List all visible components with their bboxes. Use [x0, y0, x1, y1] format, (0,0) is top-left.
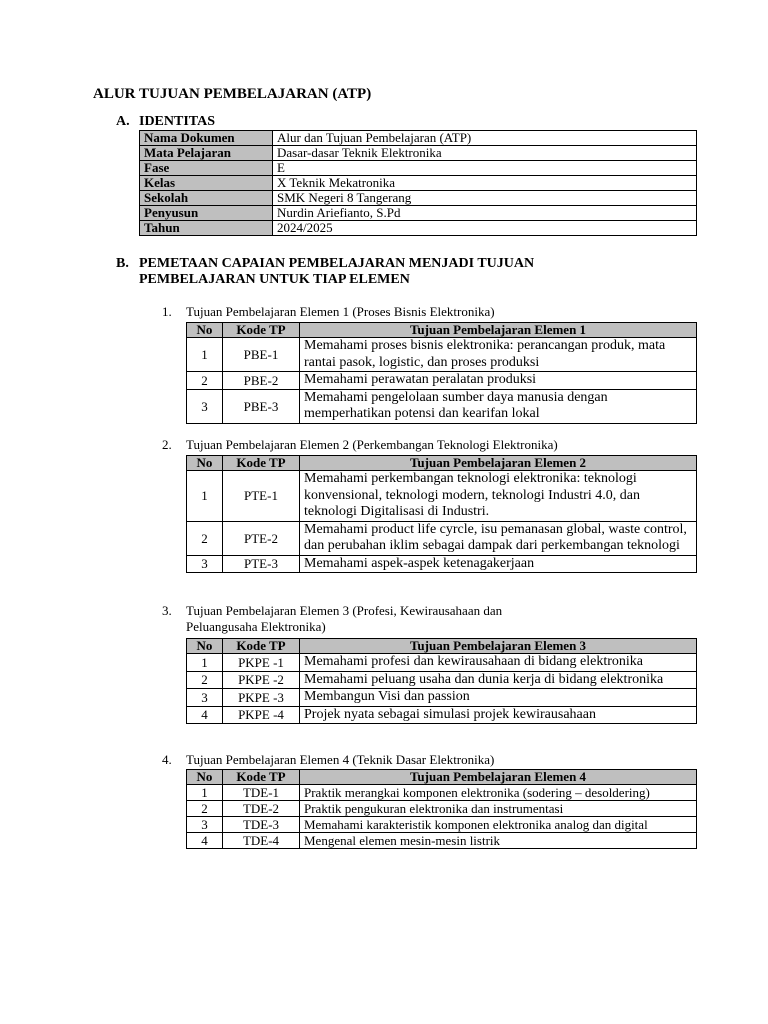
identity-value: E	[273, 161, 697, 176]
table-row	[187, 338, 697, 372]
row-description: Praktik pengukuran elektronika dan instrumentasi	[300, 801, 697, 817]
table-row	[187, 801, 697, 817]
tp-table	[186, 455, 697, 573]
tp-header-row	[187, 456, 697, 471]
column-no-header: No	[187, 323, 223, 338]
table-row	[187, 817, 697, 833]
column-kode-header: Kode TP	[223, 456, 300, 471]
row-kode: PTE-1	[223, 471, 300, 522]
column-tujuan-header: Tujuan Pembelajaran Elemen 2	[300, 456, 697, 471]
identity-row	[140, 146, 697, 161]
identity-row	[140, 206, 697, 221]
row-kode: TDE-2	[223, 801, 300, 817]
row-no: 2	[187, 372, 223, 390]
page-title: ALUR TUJUAN PEMBELAJARAN (ATP)	[93, 86, 372, 102]
element-number: 2.	[162, 437, 172, 452]
row-no: 2	[187, 801, 223, 817]
table-row	[187, 521, 697, 555]
identity-key: Mata Pelajaran	[140, 146, 273, 161]
section-a-title: IDENTITAS	[139, 114, 215, 129]
row-description: Memahami proses bisnis elektronika: perancangan produk, mata rantai pasok, logistic, dan proses produksi	[300, 338, 697, 372]
identity-key: Kelas	[140, 176, 273, 191]
row-kode: PBE-3	[223, 389, 300, 423]
row-no: 1	[187, 654, 223, 672]
row-description: Memahami perawatan peralatan produksi	[300, 372, 697, 390]
identity-key: Nama Dokumen	[140, 131, 273, 146]
row-no: 1	[187, 785, 223, 801]
row-description: Memahami perkembangan teknologi elektronika: teknologi konvensional, teknologi modern, teknologi Industri 4.0, dan teknologi Digitalisasi di Industri.	[300, 471, 697, 522]
row-description: Praktik merangkai komponen elektronika (sodering – desoldering)	[300, 785, 697, 801]
row-no: 3	[187, 689, 223, 707]
row-no: 4	[187, 706, 223, 724]
tp-table	[186, 322, 697, 424]
element-title-text: Tujuan Pembelajaran Elemen 4 (Teknik Dasar Elektronika)	[186, 752, 495, 767]
row-description: Memahami pengelolaan sumber daya manusia dengan memperhatikan potensi dan kearifan lokal	[300, 389, 697, 423]
row-no: 2	[187, 521, 223, 555]
section-a-letter: A.	[116, 114, 130, 129]
row-description: Mengenal elemen mesin-mesin listrik	[300, 833, 697, 849]
row-no: 3	[187, 817, 223, 833]
row-description: Memahami product life cyrcle, isu pemanasan global, waste control, dan perubahan iklim sebagai dampak dari perkembangan teknologi	[300, 521, 697, 555]
identity-value: Nurdin Ariefianto, S.Pd	[273, 206, 697, 221]
column-kode-header: Kode TP	[223, 639, 300, 654]
column-kode-header: Kode TP	[223, 770, 300, 785]
tp-header-row	[187, 639, 697, 654]
table-row	[187, 833, 697, 849]
row-no: 4	[187, 833, 223, 849]
element-title-text: Tujuan Pembelajaran Elemen 2 (Perkembangan Teknologi Elektronika)	[186, 437, 558, 452]
row-kode: PBE-1	[223, 338, 300, 372]
table-row	[187, 689, 697, 707]
section-b-title-line2: PEMBELAJARAN UNTUK TIAP ELEMEN	[139, 272, 410, 287]
identity-key: Fase	[140, 161, 273, 176]
row-no: 3	[187, 555, 223, 573]
identity-key: Penyusun	[140, 206, 273, 221]
column-tujuan-header: Tujuan Pembelajaran Elemen 3	[300, 639, 697, 654]
column-tujuan-header: Tujuan Pembelajaran Elemen 4	[300, 770, 697, 785]
row-description: Memahami peluang usaha dan dunia kerja di bidang elektronika	[300, 671, 697, 689]
row-kode: TDE-3	[223, 817, 300, 833]
row-kode: PBE-2	[223, 372, 300, 390]
tp-header-row	[187, 770, 697, 785]
identity-value: 2024/2025	[273, 221, 697, 236]
row-no: 3	[187, 389, 223, 423]
identity-row	[140, 191, 697, 206]
row-no: 2	[187, 671, 223, 689]
identity-key: Sekolah	[140, 191, 273, 206]
table-row	[187, 555, 697, 573]
row-kode: PKPE -2	[223, 671, 300, 689]
row-description: Memahami profesi dan kewirausahaan di bidang elektronika	[300, 654, 697, 672]
section-b-title-line1: PEMETAAN CAPAIAN PEMBELAJARAN MENJADI TUJUAN	[139, 256, 535, 271]
element-number: 3.	[162, 603, 172, 618]
table-row	[187, 785, 697, 801]
element-title-text: Tujuan Pembelajaran Elemen 1 (Proses Bisnis Elektronika)	[186, 304, 495, 319]
row-description: Projek nyata sebagai simulasi projek kewirausahaan	[300, 706, 697, 724]
identity-key: Tahun	[140, 221, 273, 236]
row-kode: PTE-3	[223, 555, 300, 573]
table-row	[187, 654, 697, 672]
row-kode: PTE-2	[223, 521, 300, 555]
table-row	[187, 389, 697, 423]
column-kode-header: Kode TP	[223, 323, 300, 338]
identity-value: Dasar-dasar Teknik Elektronika	[273, 146, 697, 161]
column-no-header: No	[187, 456, 223, 471]
element-number: 1.	[162, 304, 172, 319]
element-title-text: Tujuan Pembelajaran Elemen 3 (Profesi, Kewirausahaan dan Peluangusaha Elektronika)	[186, 603, 503, 634]
tp-table	[186, 638, 697, 724]
tp-table	[186, 769, 697, 849]
row-description: Memahami aspek-aspek ketenagakerjaan	[300, 555, 697, 573]
identity-table	[139, 130, 697, 236]
table-row	[187, 471, 697, 522]
row-kode: PKPE -4	[223, 706, 300, 724]
row-kode: TDE-4	[223, 833, 300, 849]
identity-row	[140, 131, 697, 146]
row-kode: TDE-1	[223, 785, 300, 801]
row-no: 1	[187, 471, 223, 522]
table-row	[187, 372, 697, 390]
identity-value: X Teknik Mekatronika	[273, 176, 697, 191]
row-kode: PKPE -1	[223, 654, 300, 672]
row-no: 1	[187, 338, 223, 372]
table-row	[187, 671, 697, 689]
table-row	[187, 706, 697, 724]
identity-row	[140, 221, 697, 236]
row-kode: PKPE -3	[223, 689, 300, 707]
section-b-letter: B.	[116, 256, 129, 271]
row-description: Membangun Visi dan passion	[300, 689, 697, 707]
identity-row	[140, 176, 697, 191]
row-description: Memahami karakteristik komponen elektronika analog dan digital	[300, 817, 697, 833]
identity-value: Alur dan Tujuan Pembelajaran (ATP)	[273, 131, 697, 146]
tp-header-row	[187, 323, 697, 338]
column-no-header: No	[187, 770, 223, 785]
identity-value: SMK Negeri 8 Tangerang	[273, 191, 697, 206]
element-number: 4.	[162, 752, 172, 767]
column-no-header: No	[187, 639, 223, 654]
column-tujuan-header: Tujuan Pembelajaran Elemen 1	[300, 323, 697, 338]
identity-row	[140, 161, 697, 176]
